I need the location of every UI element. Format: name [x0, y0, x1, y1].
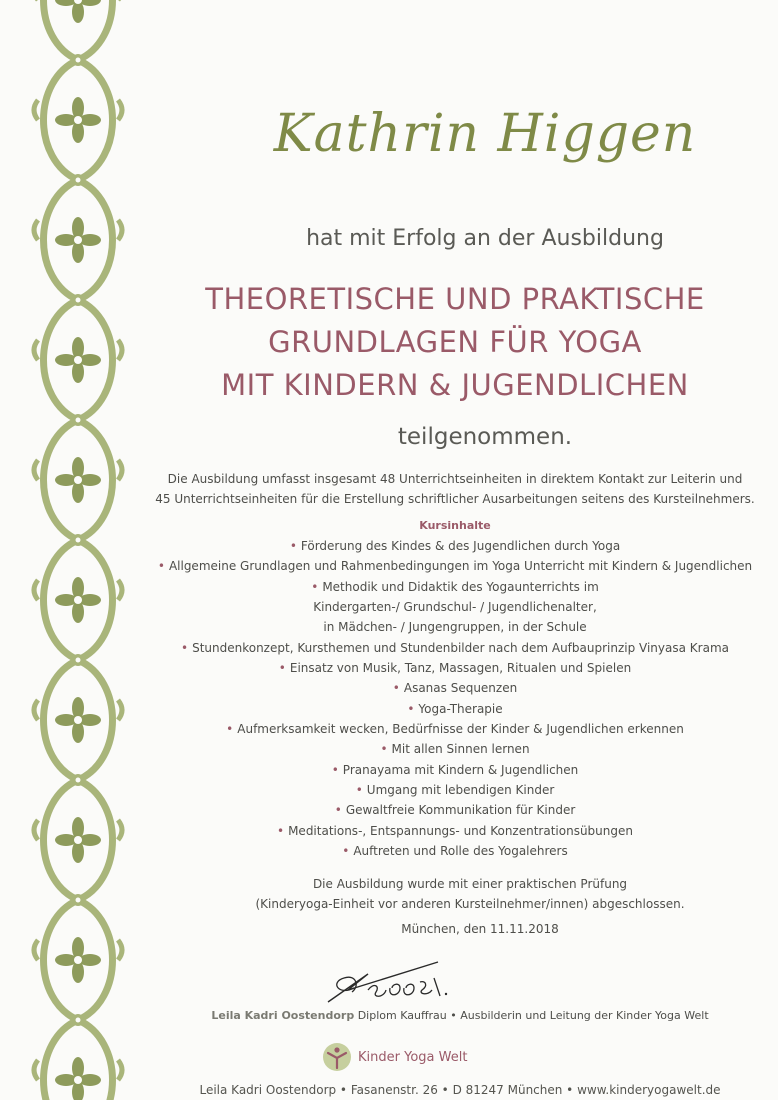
exam-line: Die Ausbildung wurde mit einer praktischen Prüfung — [312, 877, 628, 891]
bullet-mark: • — [407, 701, 415, 716]
exam-statement — [162, 874, 778, 914]
logo-text: Kinder Yoga Welt — [358, 1049, 468, 1065]
bullet-mark: • — [334, 803, 342, 818]
description — [132, 469, 778, 509]
contents-item-text: Meditations-, Entspannungs- und Konzentrationsübungen — [288, 823, 633, 838]
contents-item — [132, 536, 778, 556]
contents-item — [132, 658, 778, 678]
bullet-mark: • — [181, 640, 189, 655]
description-line: 45 Unterrichtseinheiten für die Erstellung schriftlicher Ausarbeitungen seitens des Kursteilnehmers. — [155, 492, 755, 506]
contents-item — [132, 780, 778, 800]
contents-item-text: in Mädchen- / Jungengruppen, in der Schule — [323, 620, 587, 635]
place-date: München, den 11.11.2018 — [401, 922, 559, 936]
bullet-mark: • — [289, 539, 297, 553]
course-title-line: MIT KINDERN & JUGENDLICHEN — [221, 368, 689, 402]
yoga-figure-logo-icon — [322, 1042, 352, 1072]
course-title-line: THEORETISCHE UND PRAKTISCHE — [205, 282, 705, 316]
contents-item-text: Asanas Sequenzen — [403, 681, 518, 696]
signer-line — [142, 1009, 778, 1022]
contents-item-text: Förderung des Kindes & des Jugendlichen durch Yoga — [300, 539, 621, 553]
contents-item-text: Umgang mit lebendigen Kinder — [366, 783, 555, 798]
contents-item-text: Einsatz von Musik, Tanz, Massagen, Ritualen und Spielen — [289, 661, 632, 676]
contents-item-text: Kindergarten-/ Grundschul- / Jugendlichenalter, — [313, 600, 597, 615]
bullet-mark: • — [331, 762, 339, 777]
contents-item — [132, 638, 778, 658]
contents-item — [132, 760, 778, 780]
handwritten-signature — [308, 952, 468, 1012]
contents-item — [132, 821, 778, 841]
contents-item — [132, 577, 778, 597]
bullet-mark: • — [226, 722, 234, 737]
signer-name: Leila Kadri Oostendorp — [211, 1009, 355, 1022]
contents-item-text: Allgemeine Grundlagen und Rahmenbedingungen im Yoga Unterricht mit Kindern & Jugendlichen — [168, 559, 753, 574]
exam-line: (Kinderyoga-Einheit vor anderen Kursteilnehmer/innen) abgeschlossen. — [255, 897, 685, 911]
bullet-mark: • — [278, 661, 286, 676]
contents-heading: Kursinhalte — [419, 519, 491, 532]
contents-item-text: Mit allen Sinnen lernen — [391, 742, 530, 757]
description-line: Die Ausbildung umfasst insgesamt 48 Unterrichtseinheiten in direktem Kontakt zur Leiterin und — [167, 472, 743, 486]
bullet-mark: • — [277, 823, 285, 838]
contents-item — [132, 678, 778, 698]
bullet-mark: • — [311, 579, 319, 594]
footer-address: Leila Kadri Oostendorp • Fasanenstr. 26 • D 81247 München • www.kinderyogawelt.de — [199, 1083, 721, 1097]
contents-item-text: Pranayama mit Kindern & Jugendlichen — [342, 762, 579, 777]
contents-item-text: Yoga-Therapie — [418, 701, 503, 716]
contents-item — [132, 719, 778, 739]
participated-text: teilgenommen. — [397, 424, 573, 450]
contents-item — [132, 699, 778, 719]
contents-item — [132, 841, 778, 861]
bullet-mark: • — [380, 742, 388, 757]
course-title — [132, 278, 778, 407]
contents-item — [132, 617, 778, 637]
contents-item — [132, 800, 778, 820]
bullet-mark: • — [392, 681, 400, 696]
recipient-name: Kathrin Higgen — [273, 104, 697, 164]
contents-item — [132, 739, 778, 759]
contents-list — [132, 536, 778, 862]
bullet-mark: • — [355, 783, 363, 798]
course-title-line: GRUNDLAGEN FÜR YOGA — [268, 325, 642, 359]
contents-item-text: Gewaltfreie Kommunikation für Kinder — [345, 803, 576, 818]
intro-text: hat mit Erfolg an der Ausbildung — [306, 226, 664, 251]
signer-title: Diplom Kauffrau • Ausbilderin und Leitung der Kinder Yoga Welt — [357, 1009, 709, 1022]
contents-item — [132, 597, 778, 617]
bullet-mark: • — [342, 844, 350, 859]
ornamental-border — [28, 0, 132, 1100]
brand-logo — [322, 1040, 467, 1074]
contents-item-text: Methodik und Didaktik des Yogaunterrichts im — [322, 579, 599, 594]
contents-item — [132, 556, 778, 576]
contents-item-text: Stundenkonzept, Kursthemen und Stundenbilder nach dem Aufbauprinzip Vinyasa Krama — [192, 640, 729, 655]
contents-item-text: Aufmerksamkeit wecken, Bedürfnisse der Kinder & Jugendlichen erkennen — [237, 722, 684, 737]
bullet-mark: • — [157, 559, 165, 574]
contents-item-text: Auftreten und Rolle des Yogalehrers — [353, 844, 568, 859]
certificate-body — [132, 0, 778, 1100]
